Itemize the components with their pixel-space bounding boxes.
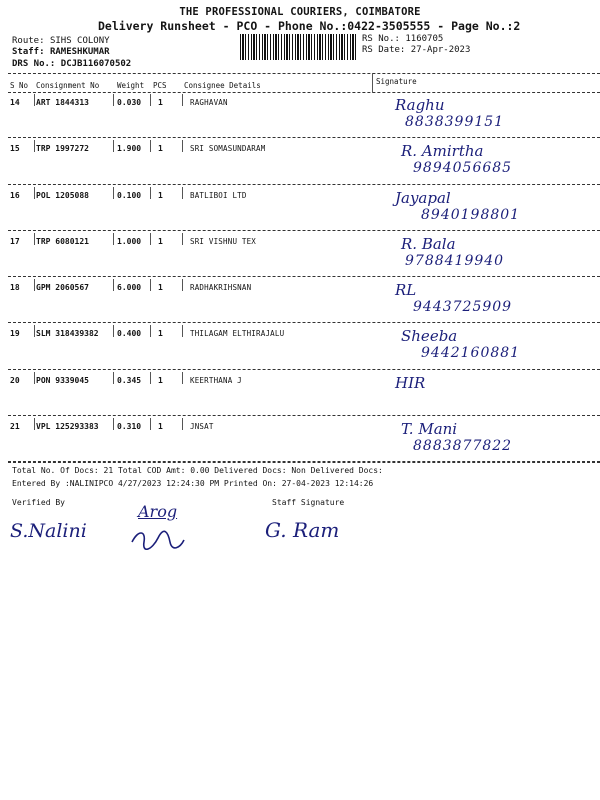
row-sno: 17: [10, 236, 20, 246]
totals-line: Total No. Of Docs: 21 Total COD Amt: 0.00 Delivered Docs: Non Delivered Docs:: [12, 466, 383, 475]
cell-divider: [113, 94, 114, 106]
recipient-signature: T. Mani: [401, 419, 458, 438]
col-header-pcs: PCS: [153, 81, 167, 90]
runsheet-subtitle: Delivery Runsheet - PCO - Phone No.:0422-3505555 - Page No.:2: [98, 19, 521, 33]
row-consignee: RAGHAVAN: [190, 98, 228, 107]
col-header-sno: S No: [10, 81, 29, 90]
verified-signature: S.Nalini: [10, 520, 87, 542]
row-consignment-no: POL 1205088: [36, 190, 89, 200]
cell-divider: [150, 418, 151, 430]
row-consignee: SRI VISHNU TEX: [190, 236, 257, 246]
row-pcs: 1: [158, 421, 163, 431]
table-top-border: [8, 73, 600, 74]
row-consignee: SRI SOMASUNDARAM: [190, 144, 266, 154]
row-sno: 14: [10, 98, 20, 107]
barcode-image: [240, 34, 356, 60]
row-pcs: 1: [158, 190, 163, 200]
rs-date-line: [362, 45, 470, 55]
cell-divider: [34, 94, 35, 106]
cell-divider: [150, 187, 151, 199]
recipient-phone: 9443725909: [413, 299, 513, 315]
recipient-signature: R. Amirtha: [401, 142, 484, 161]
row-consignment-no: PON 9339045: [36, 375, 89, 385]
col-header-signature: Signature: [376, 77, 417, 86]
cell-divider: [150, 279, 151, 291]
row-consignee: JNSAT: [190, 421, 214, 431]
row-sno: 20: [10, 375, 20, 385]
cell-divider: [182, 418, 183, 430]
recipient-phone: 8940198801: [421, 206, 521, 223]
cell-divider: [182, 140, 183, 152]
row-consignment-no: TRP 6080121: [36, 236, 89, 246]
row-sno: 19: [10, 329, 20, 339]
row-pcs: 1: [158, 283, 163, 292]
rs-date-value: 27-Apr-2023: [410, 45, 471, 55]
cell-divider: [34, 140, 35, 152]
cell-divider: [113, 279, 114, 291]
row-sno: 16: [10, 190, 20, 200]
recipient-signature: Jayapal: [395, 188, 451, 207]
row-separator: [8, 322, 600, 323]
recipient-phone: 9894056685: [413, 160, 513, 177]
recipient-signature: R. Bala: [401, 234, 456, 253]
drs-value: DCJB116070502: [60, 59, 132, 69]
cell-divider: [113, 140, 114, 152]
cell-divider: [34, 372, 35, 384]
staff-value: RAMESHKUMAR: [49, 47, 110, 57]
cell-divider: [34, 325, 35, 337]
staff-signature-label: Staff Signature: [272, 498, 345, 507]
drs-line: [12, 59, 131, 69]
staff-signature: G. Ram: [265, 518, 340, 542]
col-header-consignee: Consignee Details: [184, 81, 261, 90]
rs-no-label: RS No.:: [362, 34, 400, 44]
cell-divider: [34, 233, 35, 245]
rs-no-line: [362, 34, 443, 44]
row-weight: 0.400: [117, 329, 142, 339]
row-separator: [8, 230, 600, 231]
rs-date-label: RS Date:: [362, 45, 406, 55]
row-consignee: RADHAKRIHSNAN: [190, 283, 252, 292]
recipient-phone: 9442160881: [421, 345, 521, 362]
verified-scribble: [128, 528, 188, 550]
cell-divider: [113, 418, 114, 430]
cell-divider: [182, 94, 183, 106]
cell-divider: [150, 94, 151, 106]
recipient-phone: 8883877822: [413, 437, 513, 454]
cell-divider: [113, 187, 114, 199]
cell-divider: [113, 233, 114, 245]
cell-divider: [150, 372, 151, 384]
row-weight: 0.345: [117, 375, 142, 385]
row-separator: [8, 369, 600, 370]
cell-divider: [113, 372, 114, 384]
row-pcs: 1: [158, 144, 163, 154]
row-weight: 1.000: [117, 236, 142, 246]
row-consignment-no: VPL 125293383: [36, 421, 99, 431]
row-weight: 0.310: [117, 421, 142, 431]
cell-divider: [182, 325, 183, 337]
recipient-phone: 9788419940: [405, 252, 505, 269]
drs-label: DRS No.:: [12, 59, 56, 69]
cell-divider: [182, 187, 183, 199]
row-weight: 6.000: [117, 283, 142, 292]
row-pcs: 1: [158, 98, 163, 107]
row-separator: [8, 276, 600, 277]
route-label: Route:: [12, 36, 45, 46]
entered-by-line: Entered By :NALINIPCO 4/27/2023 12:24:30 PM Printed On: 27-04-2023 12:14:26: [12, 479, 374, 488]
recipient-signature: RL: [395, 281, 417, 299]
row-weight: 1.900: [117, 144, 142, 154]
row-pcs: 1: [158, 236, 163, 246]
row-consignee: BATLIBOI LTD: [190, 190, 247, 200]
signature-column-divider: [372, 73, 373, 93]
row-pcs: 1: [158, 329, 163, 339]
col-header-weight: Weight: [117, 81, 145, 90]
recipient-signature: HIR: [395, 373, 426, 392]
row-separator: [8, 184, 600, 185]
col-header-consignment: Consignment No: [36, 81, 100, 90]
row-sno: 21: [10, 421, 20, 431]
table-header-border: [8, 92, 600, 93]
route-value: SIHS COLONY: [49, 36, 110, 46]
verified-by-label: Verified By: [12, 498, 65, 507]
cell-divider: [150, 233, 151, 245]
cell-divider: [34, 418, 35, 430]
row-sno: 15: [10, 144, 20, 154]
rs-no-value: 1160705: [405, 34, 444, 44]
row-consignee: THILAGAM ELTHIRAJALU: [190, 329, 285, 339]
recipient-signature: Sheeba: [401, 327, 458, 346]
verified-initial-signature: Arog: [138, 502, 178, 521]
row-consignee: KEERTHANA J: [190, 375, 242, 385]
cell-divider: [34, 187, 35, 199]
cell-divider: [150, 325, 151, 337]
row-consignment-no: ART 1844313: [36, 98, 89, 107]
row-separator: [8, 137, 600, 138]
cell-divider: [113, 325, 114, 337]
recipient-phone: 8838399151: [405, 114, 505, 130]
cell-divider: [182, 372, 183, 384]
cell-divider: [182, 233, 183, 245]
row-weight: 0.030: [117, 98, 142, 107]
table-bottom-border: [8, 462, 600, 463]
row-consignment-no: GPM 2060567: [36, 283, 89, 292]
row-separator: [8, 415, 600, 416]
row-consignment-no: SLM 318439382: [36, 329, 99, 339]
cell-divider: [34, 279, 35, 291]
document-title: THE PROFESSIONAL COURIERS, COIMBATORE: [179, 6, 421, 18]
row-sno: 18: [10, 283, 20, 292]
cell-divider: [182, 279, 183, 291]
cell-divider: [150, 140, 151, 152]
staff-label: Staff:: [12, 47, 45, 57]
route-line: [12, 36, 110, 46]
row-weight: 0.100: [117, 190, 142, 200]
row-pcs: 1: [158, 375, 163, 385]
recipient-signature: Raghu: [395, 96, 445, 114]
staff-line: [12, 47, 110, 57]
row-consignment-no: TRP 1997272: [36, 144, 89, 154]
